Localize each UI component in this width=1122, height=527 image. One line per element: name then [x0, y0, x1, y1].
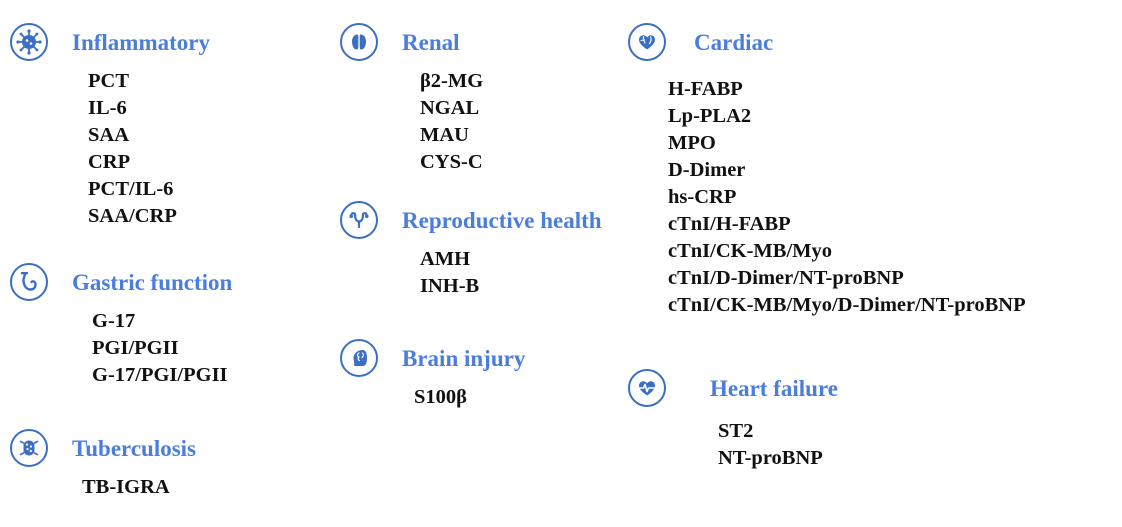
group-reproductive-health	[340, 200, 602, 300]
group-heart-failure	[628, 368, 838, 472]
list-item: MPO	[668, 132, 716, 154]
group-inflammatory	[10, 22, 210, 230]
list-item: cTnI/CK-MB/Myo/D-Dimer/NT-proBNP	[668, 294, 1026, 316]
list-item: MAU	[420, 124, 469, 146]
bacteria-icon	[10, 429, 48, 467]
group-header-tuberculosis	[10, 428, 196, 468]
group-title-heart-failure: Heart failure	[710, 375, 838, 401]
group-header-renal	[340, 22, 483, 62]
heart-icon	[628, 23, 666, 61]
uterus-icon	[340, 201, 378, 239]
group-renal	[340, 22, 483, 176]
list-item: G-17/PGI/PGII	[92, 364, 228, 386]
stomach-icon	[10, 263, 48, 301]
list-item: hs-CRP	[668, 186, 737, 208]
item-list-renal	[420, 68, 483, 176]
list-item: G-17	[92, 310, 136, 332]
group-brain-injury	[340, 338, 525, 411]
group-header-inflammatory	[10, 22, 210, 62]
list-item: NT-proBNP	[718, 447, 823, 469]
group-header-gastric-function	[10, 262, 232, 302]
item-list-brain-injury	[414, 384, 525, 411]
group-header-cardiac	[628, 22, 1026, 62]
list-item: AMH	[420, 248, 471, 270]
list-item: SAA	[88, 124, 130, 146]
list-item: ST2	[718, 420, 754, 442]
list-item: PCT/IL-6	[88, 178, 174, 200]
list-item: H-FABP	[668, 78, 743, 100]
item-list-gastric-function	[92, 308, 232, 389]
list-item: D-Dimer	[668, 159, 746, 181]
group-tuberculosis	[10, 428, 196, 501]
group-title-brain-injury: Brain injury	[402, 345, 526, 371]
group-title-cardiac: Cardiac	[694, 29, 774, 55]
list-item: Lp-PLA2	[668, 105, 752, 127]
item-list-heart-failure	[718, 418, 838, 472]
group-gastric-function	[10, 262, 232, 389]
list-item: TB-IGRA	[82, 476, 170, 498]
item-list-tuberculosis	[82, 474, 196, 501]
list-item: cTnI/D-Dimer/NT-proBNP	[668, 267, 904, 289]
group-title-reproductive-health: Reproductive health	[402, 207, 602, 233]
list-item: CYS-C	[420, 151, 483, 173]
group-cardiac	[628, 22, 1026, 319]
kidney-icon	[340, 23, 378, 61]
list-item: CRP	[88, 151, 131, 173]
heart-pulse-icon	[628, 369, 666, 407]
group-header-brain-injury	[340, 338, 525, 378]
list-item: PGI/PGII	[92, 337, 179, 359]
head-brain-icon	[340, 339, 378, 377]
item-list-inflammatory	[88, 68, 210, 230]
list-item: cTnI/H-FABP	[668, 213, 791, 235]
group-header-heart-failure	[628, 368, 838, 408]
group-header-reproductive-health	[340, 200, 602, 240]
list-item: NGAL	[420, 97, 480, 119]
group-title-gastric-function: Gastric function	[72, 269, 233, 295]
virus-icon	[10, 23, 48, 61]
item-list-cardiac	[668, 76, 1026, 319]
list-item: PCT	[88, 70, 129, 92]
group-title-renal: Renal	[402, 29, 460, 55]
group-title-tuberculosis: Tuberculosis	[72, 435, 196, 461]
item-list-reproductive-health	[420, 246, 602, 300]
list-item: cTnI/CK-MB/Myo	[668, 240, 832, 262]
list-item: IL-6	[88, 97, 127, 119]
list-item: SAA/CRP	[88, 205, 177, 227]
list-item: β2-MG	[420, 70, 484, 92]
list-item: S100β	[414, 386, 467, 408]
group-title-inflammatory: Inflammatory	[72, 29, 210, 55]
list-item: INH-B	[420, 275, 480, 297]
